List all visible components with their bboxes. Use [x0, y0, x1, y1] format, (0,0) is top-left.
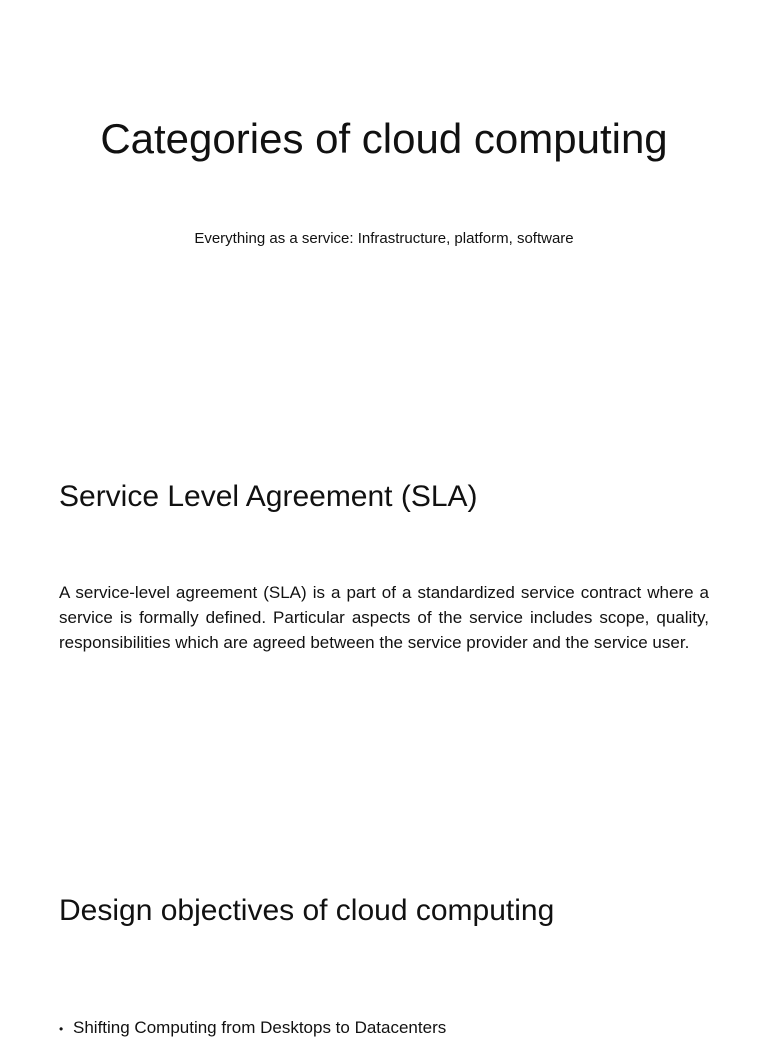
slide-title	[0, 0, 768, 420]
list-item	[59, 1015, 739, 1042]
bullet-list	[59, 1015, 739, 1042]
slide-design-objectives	[0, 850, 768, 1037]
slide-1-subtitle: Everything as a service: Infrastructure, platform, software	[194, 230, 574, 247]
slide-1-title: Categories of cloud computing	[100, 115, 668, 162]
list-item-text: Shifting Computing from Desktops to Datacenters	[73, 1018, 447, 1037]
slide-2-heading: Service Level Agreement (SLA)	[59, 480, 478, 513]
bullet-icon: •	[59, 1022, 64, 1036]
slide-sla	[0, 420, 768, 850]
slide-2-body: A service-level agreement (SLA) is a part of a standardized service contract where a service is formally defined. Particular aspects of the service includes scope, quality, responsibilities which are agreed between the service provider and the service user.	[59, 583, 709, 652]
slide-3-heading: Design objectives of cloud computing	[59, 894, 555, 927]
